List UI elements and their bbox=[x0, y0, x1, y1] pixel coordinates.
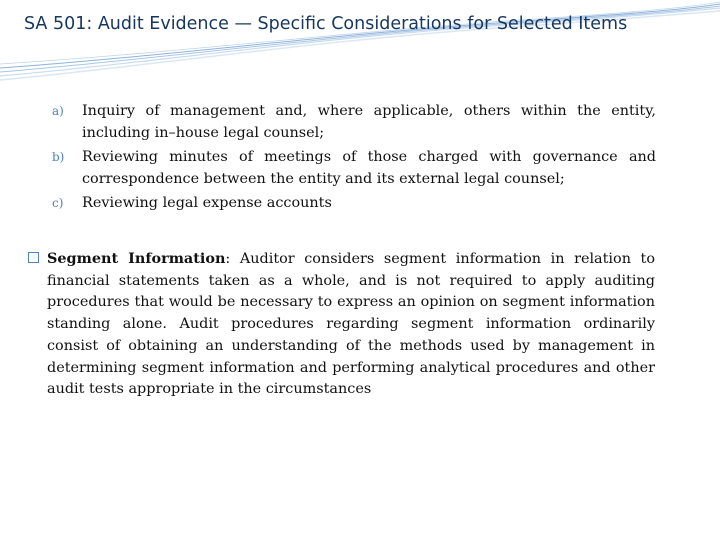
paragraph-text bbox=[28, 248, 655, 401]
hollow-square-bullet-icon bbox=[28, 252, 39, 263]
list-item-text: Reviewing minutes of meetings of those charged with governance and correspondence between the entity and its external legal counsel; bbox=[82, 149, 656, 187]
list-item bbox=[52, 193, 656, 215]
list-item bbox=[52, 147, 656, 190]
paragraph-body: : Auditor considers segment information in relation to financial statements taken as a whole, and is not required to apply auditing procedures that would be necessary to express an opinion on segment information standing alone. Audit procedures regarding segment information ordinarily consist of obtaining an understanding of the methods used by management in determining segment information and performing analytical procedures and other audit tests appropriate in the circumstances bbox=[47, 251, 655, 398]
list-item-text: Reviewing legal expense accounts bbox=[82, 195, 332, 211]
list-marker: b) bbox=[52, 150, 65, 164]
considerations-list bbox=[52, 101, 656, 218]
list-marker: a) bbox=[52, 104, 64, 118]
paragraph-lead: Segment Information bbox=[47, 250, 226, 267]
list-item-text: Inquiry of management and, where applicable, others within the entity, including in–house legal counsel; bbox=[82, 103, 656, 141]
segment-information-paragraph bbox=[28, 248, 655, 401]
list-item bbox=[52, 101, 656, 144]
list-marker: c) bbox=[52, 196, 64, 210]
slide-title: SA 501: Audit Evidence — Specific Considerations for Selected Items bbox=[24, 14, 628, 34]
